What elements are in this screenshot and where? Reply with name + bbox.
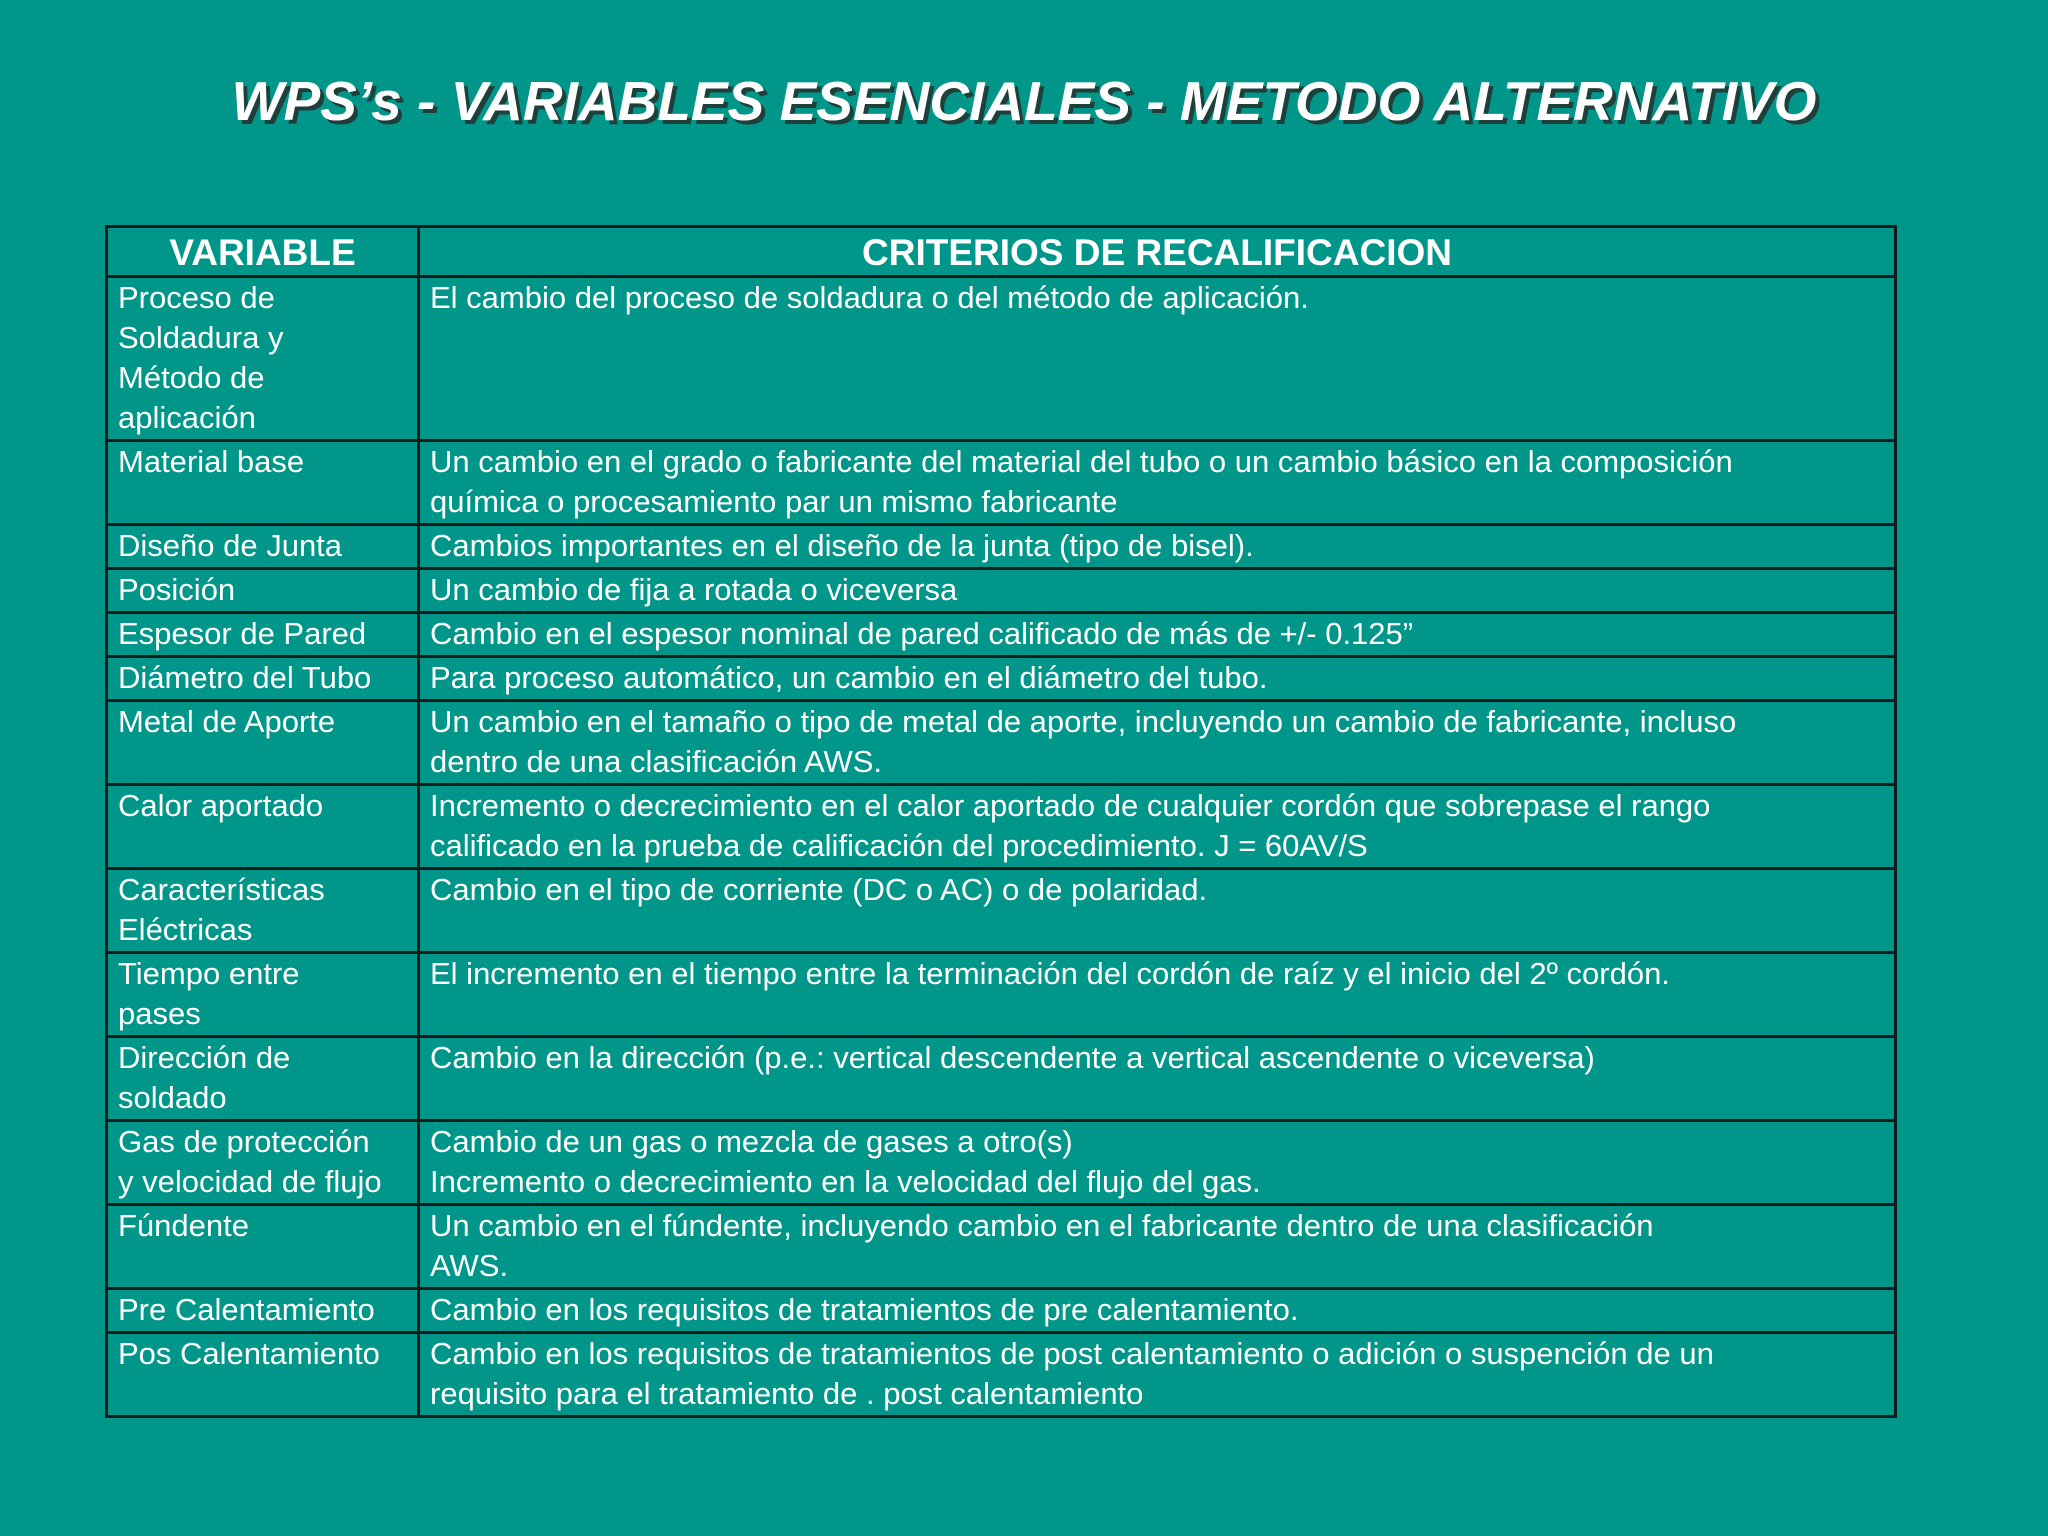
criteria-cell: Cambio en los requisitos de tratamientos de post calentamiento o adición o suspención de un requisito para el tratamiento de . post calentamiento bbox=[419, 1333, 1896, 1417]
variable-cell: Calor aportado bbox=[107, 785, 419, 869]
criteria-cell: Un cambio en el fúndente, incluyendo cambio en el fabricante dentro de una clasificación AWS. bbox=[419, 1205, 1896, 1289]
table-row bbox=[107, 1289, 1896, 1333]
table-row bbox=[107, 657, 1896, 701]
table-row bbox=[107, 525, 1896, 569]
criteria-cell: Cambio en el espesor nominal de pared calificado de más de +/- 0.125” bbox=[419, 613, 1896, 657]
variable-cell: Gas de protección y velocidad de flujo bbox=[107, 1121, 419, 1205]
criteria-cell: Un cambio en el tamaño o tipo de metal de aporte, incluyendo un cambio de fabricante, incluso dentro de una clasificación AWS. bbox=[419, 701, 1896, 785]
table-row bbox=[107, 785, 1896, 869]
table-row bbox=[107, 277, 1896, 441]
variable-cell: Material base bbox=[107, 441, 419, 525]
variable-cell: Pos Calentamiento bbox=[107, 1333, 419, 1417]
variable-cell: Espesor de Pared bbox=[107, 613, 419, 657]
variable-cell: Características Eléctricas bbox=[107, 869, 419, 953]
criteria-cell: Cambios importantes en el diseño de la junta (tipo de bisel). bbox=[419, 525, 1896, 569]
column-header-criteria: CRITERIOS DE RECALIFICACION bbox=[419, 227, 1896, 277]
variable-cell: Dirección de soldado bbox=[107, 1037, 419, 1121]
criteria-cell: Cambio en los requisitos de tratamientos de pre calentamiento. bbox=[419, 1289, 1896, 1333]
variable-cell: Pre Calentamiento bbox=[107, 1289, 419, 1333]
variable-cell: Fúndente bbox=[107, 1205, 419, 1289]
essential-variables-table bbox=[105, 225, 1897, 1418]
variable-cell: Diámetro del Tubo bbox=[107, 657, 419, 701]
criteria-cell: Incremento o decrecimiento en el calor aportado de cualquier cordón que sobrepase el rango calificado en la prueba de calificación del procedimiento. J = 60AV/S bbox=[419, 785, 1896, 869]
variable-cell: Metal de Aporte bbox=[107, 701, 419, 785]
slide-title: WPS’s - VARIABLES ESENCIALES - METODO ALTERNATIVO bbox=[231, 70, 1817, 132]
criteria-cell: El incremento en el tiempo entre la terminación del cordón de raíz y el inicio del 2º cordón. bbox=[419, 953, 1896, 1037]
variable-cell: Diseño de Junta bbox=[107, 525, 419, 569]
criteria-cell: El cambio del proceso de soldadura o del método de aplicación. bbox=[419, 277, 1896, 441]
table-row bbox=[107, 569, 1896, 613]
criteria-table-container bbox=[105, 225, 1894, 1418]
table-header-row bbox=[107, 227, 1896, 277]
criteria-cell: Cambio en el tipo de corriente (DC o AC) o de polaridad. bbox=[419, 869, 1896, 953]
table-row bbox=[107, 1205, 1896, 1289]
criteria-cell: Para proceso automático, un cambio en el diámetro del tubo. bbox=[419, 657, 1896, 701]
column-header-variable: VARIABLE bbox=[107, 227, 419, 277]
table-row bbox=[107, 441, 1896, 525]
table-row bbox=[107, 1037, 1896, 1121]
table-row bbox=[107, 869, 1896, 953]
criteria-cell: Cambio en la dirección (p.e.: vertical descendente a vertical ascendente o viceversa) bbox=[419, 1037, 1896, 1121]
table-row bbox=[107, 1333, 1896, 1417]
variable-cell: Tiempo entre pases bbox=[107, 953, 419, 1037]
criteria-cell: Un cambio en el grado o fabricante del material del tubo o un cambio básico en la composición química o procesamiento par un mismo fabricante bbox=[419, 441, 1896, 525]
variable-cell: Posición bbox=[107, 569, 419, 613]
variable-cell: Proceso de Soldadura y Método de aplicación bbox=[107, 277, 419, 441]
table-row bbox=[107, 1121, 1896, 1205]
table-row bbox=[107, 613, 1896, 657]
table-row bbox=[107, 953, 1896, 1037]
criteria-cell: Cambio de un gas o mezcla de gases a otro(s) Incremento o decrecimiento en la velocidad del flujo del gas. bbox=[419, 1121, 1896, 1205]
criteria-cell: Un cambio de fija a rotada o viceversa bbox=[419, 569, 1896, 613]
table-row bbox=[107, 701, 1896, 785]
